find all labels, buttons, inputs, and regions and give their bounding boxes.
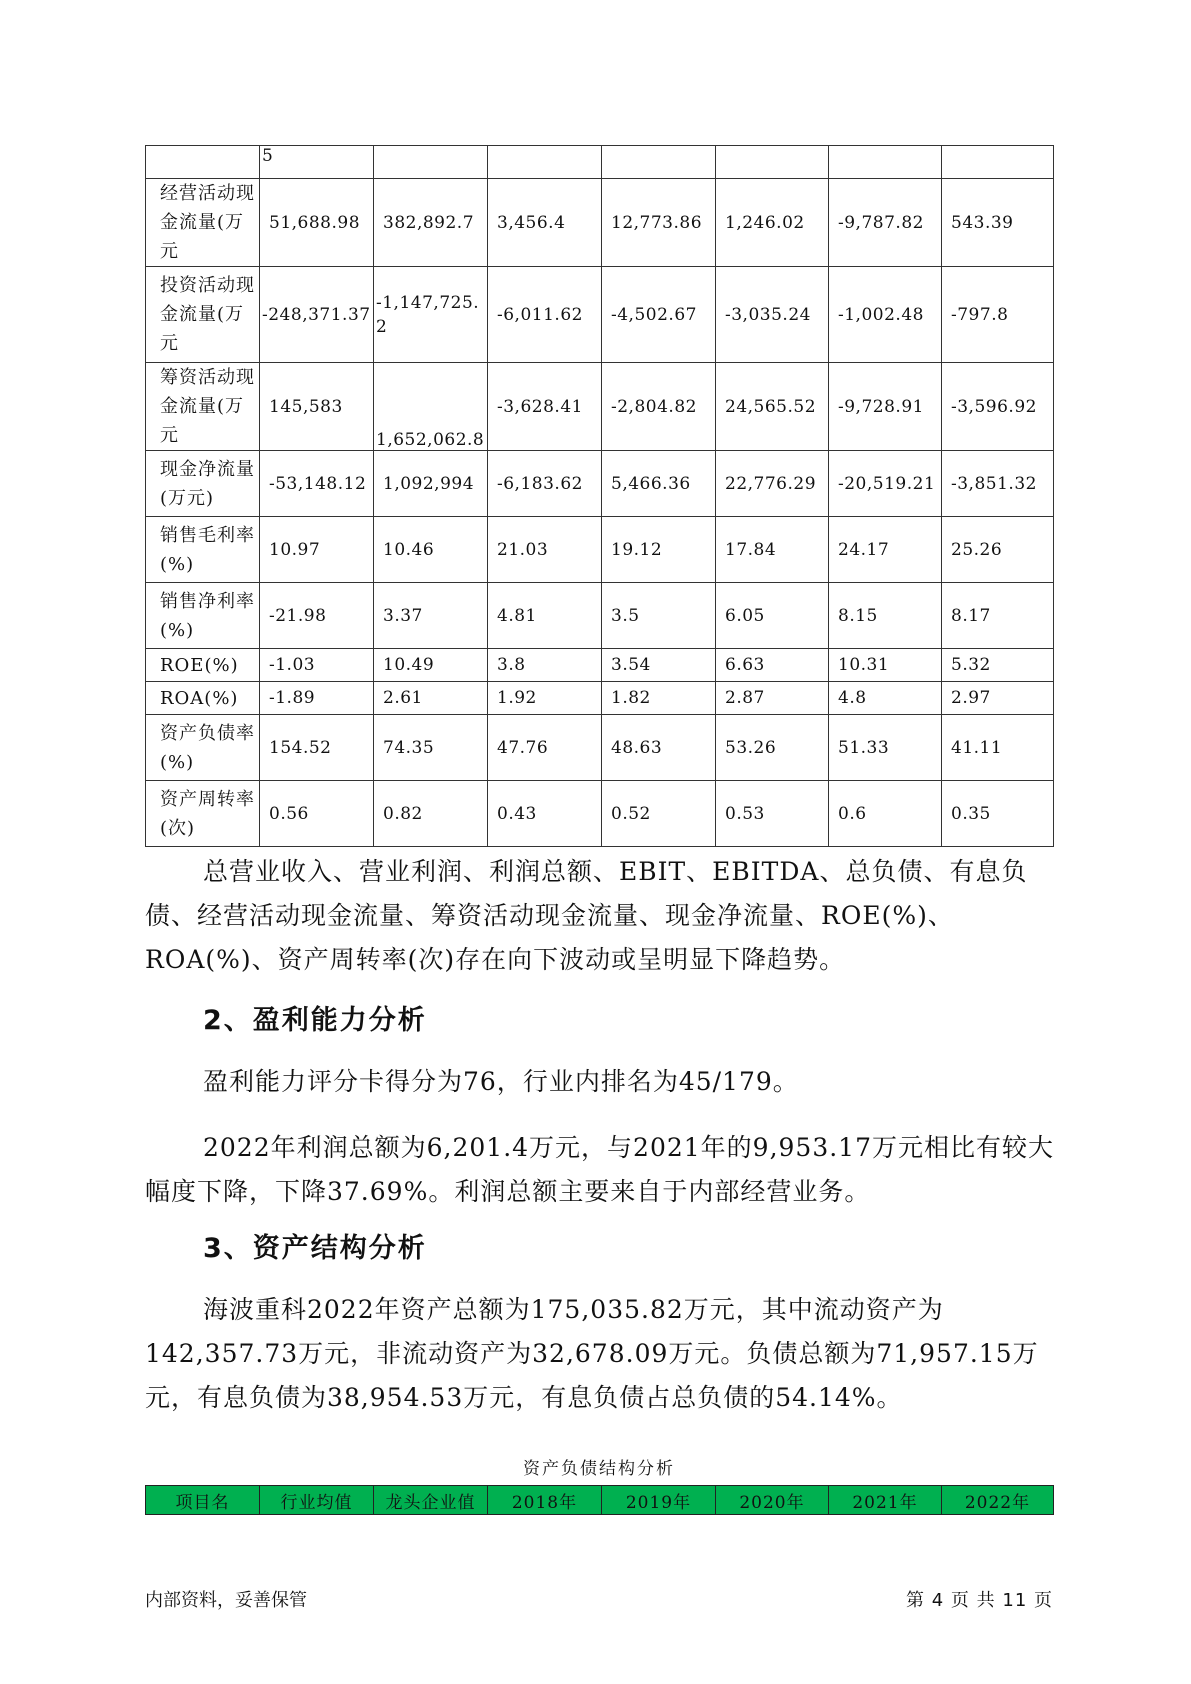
header-cell: 项目名 [146, 1486, 260, 1515]
table-cell: 0.6 [829, 781, 942, 847]
table-cell: 48.63 [602, 715, 716, 781]
table-cell: 47.76 [488, 715, 602, 781]
table-cell: 0.35 [942, 781, 1054, 847]
asset-structure-paragraph: 海波重科2022年资产总额为175,035.82万元，其中流动资产为142,357.73万元，非流动资产为32,678.09万元。负债总额为71,957.15万元，有息负债为38,954.53万元，有息负债占总负债的54.14%。 [145, 1295, 1039, 1412]
table-cell: 5 [260, 146, 374, 179]
table-row [146, 451, 1054, 517]
table-cell: 1,246.02 [716, 179, 829, 267]
table-cell: 1.82 [602, 682, 716, 715]
table-cell: 3.5 [602, 583, 716, 649]
table-row [146, 781, 1054, 847]
table-cell [602, 146, 716, 179]
table-cell: -6,011.62 [488, 267, 602, 363]
table-cell: 1,092,994 [374, 451, 488, 517]
profit-total-paragraph: 2022年利润总额为6,201.4万元，与2021年的9,953.17万元相比有较大幅度下降，下降37.69%。利润总额主要来自于内部经营业务。 [145, 1133, 1054, 1206]
table-cell: 74.35 [374, 715, 488, 781]
table-cell: 3.37 [374, 583, 488, 649]
table-cell: 0.56 [260, 781, 374, 847]
table-cell: -3,628.41 [488, 363, 602, 451]
balance-structure-table [145, 1485, 1054, 1515]
table-cell: 2.61 [374, 682, 488, 715]
table-cell: -248,371.37 [260, 267, 374, 363]
table-cell: 8.17 [942, 583, 1054, 649]
row-label: 筹资活动现金流量(万元 [146, 363, 260, 451]
table-cell: 4.81 [488, 583, 602, 649]
table-cell: 154.52 [260, 715, 374, 781]
section-heading-asset-structure: 3、资产结构分析 [203, 1233, 427, 1264]
table-cell: -3,851.32 [942, 451, 1054, 517]
table-cell: 22,776.29 [716, 451, 829, 517]
header-cell: 龙头企业值 [374, 1486, 488, 1515]
row-label: 销售净利率(%) [146, 583, 260, 649]
table-cell: 3,456.4 [488, 179, 602, 267]
table-cell: 4.8 [829, 682, 942, 715]
row-label: 投资活动现金流量(万元 [146, 267, 260, 363]
header-cell: 行业均值 [260, 1486, 374, 1515]
header-cell: 2019年 [602, 1486, 716, 1515]
table-cell: 543.39 [942, 179, 1054, 267]
header-cell: 2020年 [716, 1486, 829, 1515]
table-cell: 1,652,062.8 [374, 363, 488, 451]
table-cell: 53.26 [716, 715, 829, 781]
table-row [146, 517, 1054, 583]
table-cell: 0.82 [374, 781, 488, 847]
table-cell [374, 146, 488, 179]
row-label: 销售毛利率(%) [146, 517, 260, 583]
table-cell: 10.49 [374, 649, 488, 682]
table-row [146, 715, 1054, 781]
table-cell: 21.03 [488, 517, 602, 583]
table-cell: 51,688.98 [260, 179, 374, 267]
table-row [146, 363, 1054, 451]
table-cell: 2.87 [716, 682, 829, 715]
table-cell [716, 146, 829, 179]
footer-confidential-note: 内部资料，妥善保管 [145, 1590, 307, 1611]
table-cell: 1.92 [488, 682, 602, 715]
table-cell: 51.33 [829, 715, 942, 781]
table-row [146, 179, 1054, 267]
table-cell: 0.52 [602, 781, 716, 847]
table-cell: -2,804.82 [602, 363, 716, 451]
financial-metrics-table [145, 145, 1054, 847]
table-cell: -1,147,725.2 [374, 267, 488, 363]
table-cell: 25.26 [942, 517, 1054, 583]
table-cell: 2.97 [942, 682, 1054, 715]
table-cell: -1,002.48 [829, 267, 942, 363]
table-cell: -53,148.12 [260, 451, 374, 517]
table-cell: 6.05 [716, 583, 829, 649]
table-cell: -3,596.92 [942, 363, 1054, 451]
row-label: 资产负债率(%) [146, 715, 260, 781]
row-label: 现金净流量(万元) [146, 451, 260, 517]
table-cell: 24.17 [829, 517, 942, 583]
table-cell: 3.8 [488, 649, 602, 682]
header-cell: 2021年 [829, 1486, 942, 1515]
table-row [146, 146, 1054, 179]
table-cell: -1.03 [260, 649, 374, 682]
table-cell [488, 146, 602, 179]
table-cell: 0.53 [716, 781, 829, 847]
table-cell: 145,583 [260, 363, 374, 451]
table-cell: 6.63 [716, 649, 829, 682]
table-row [146, 583, 1054, 649]
table-cell: 10.46 [374, 517, 488, 583]
trend-summary-paragraph: 总营业收入、营业利润、利润总额、EBIT、EBITDA、总负债、有息负债、经营活动现金流量、筹资活动现金流量、现金净流量、ROE(%)、ROA(%)、资产周转率(次)存在向下波动或呈明显下降趋势。 [145, 857, 1028, 974]
table-cell: 10.97 [260, 517, 374, 583]
table-row [146, 267, 1054, 363]
table-cell: 41.11 [942, 715, 1054, 781]
footer-page-number: 第 4 页 共 11 页 [906, 1590, 1053, 1611]
row-label [146, 146, 260, 179]
balance-table-caption: 资产负债结构分析 [523, 1459, 675, 1479]
table-cell [829, 146, 942, 179]
table-cell: 382,892.7 [374, 179, 488, 267]
table-cell: 0.43 [488, 781, 602, 847]
table-cell: 3.54 [602, 649, 716, 682]
table-cell: -9,787.82 [829, 179, 942, 267]
table-cell: 24,565.52 [716, 363, 829, 451]
table-cell: 19.12 [602, 517, 716, 583]
section-heading-profitability: 2、盈利能力分析 [203, 1005, 427, 1036]
balance-table-header-row [146, 1486, 1054, 1515]
table-row [146, 682, 1054, 715]
table-cell [942, 146, 1054, 179]
row-label: 经营活动现金流量(万元 [146, 179, 260, 267]
row-label: ROE(%) [146, 649, 260, 682]
table-cell: -1.89 [260, 682, 374, 715]
table-cell: 5.32 [942, 649, 1054, 682]
table-cell: 8.15 [829, 583, 942, 649]
table-cell: -21.98 [260, 583, 374, 649]
header-cell: 2022年 [942, 1486, 1054, 1515]
table-row [146, 649, 1054, 682]
table-cell: 12,773.86 [602, 179, 716, 267]
header-cell: 2018年 [488, 1486, 602, 1515]
row-label: ROA(%) [146, 682, 260, 715]
table-cell: -20,519.21 [829, 451, 942, 517]
table-cell: -6,183.62 [488, 451, 602, 517]
table-cell: -3,035.24 [716, 267, 829, 363]
table-cell: -4,502.67 [602, 267, 716, 363]
table-cell: 17.84 [716, 517, 829, 583]
profitability-score-paragraph: 盈利能力评分卡得分为76，行业内排名为45/179。 [203, 1067, 799, 1096]
table-cell: 5,466.36 [602, 451, 716, 517]
row-label: 资产周转率(次) [146, 781, 260, 847]
table-cell: -9,728.91 [829, 363, 942, 451]
table-cell: -797.8 [942, 267, 1054, 363]
table-cell: 10.31 [829, 649, 942, 682]
